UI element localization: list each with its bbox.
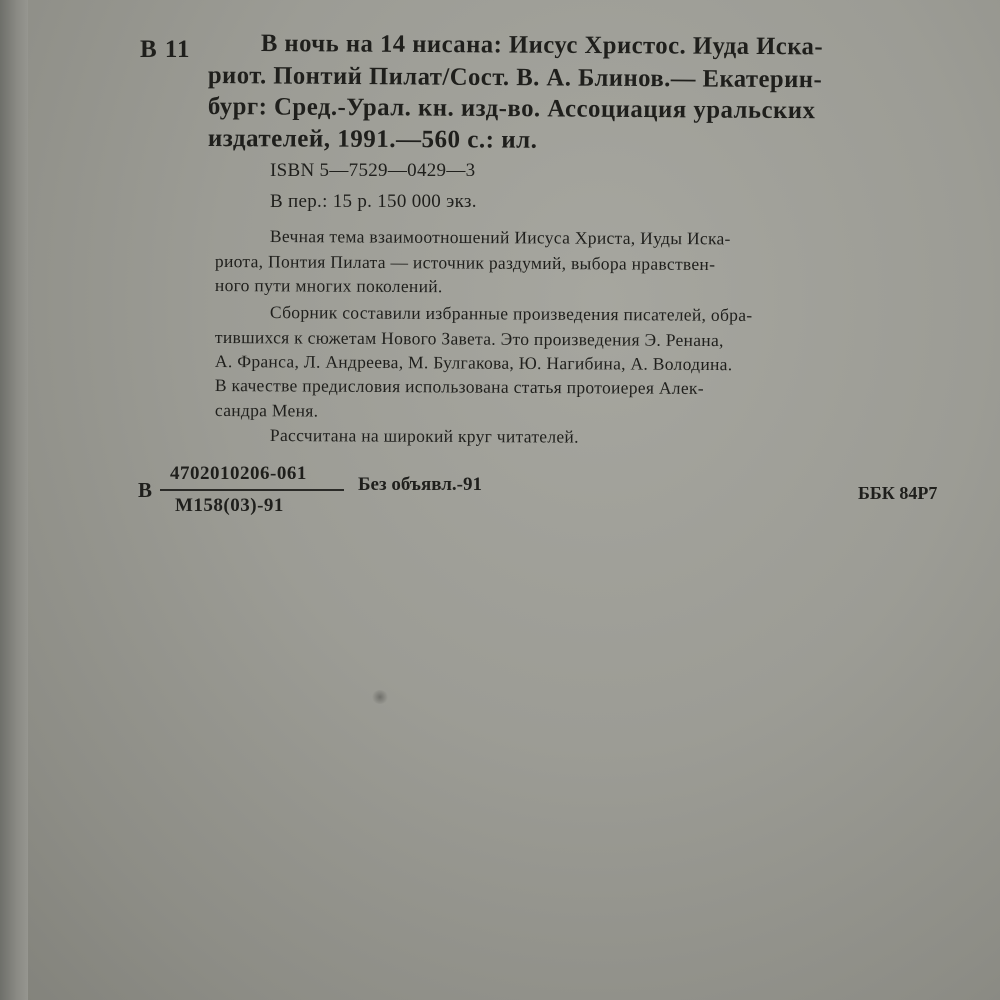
header-line-2: риот. Понтий Пилат/Сост. В. А. Блинов.— Екатерин-	[207, 62, 823, 94]
annotation-line-6: А. Франса, Л. Андреева, М. Булгакова, Ю. Нагибина, А. Володина.	[214, 351, 733, 375]
index-letter: В	[138, 478, 153, 502]
index-numerator: 4702010206-061	[170, 463, 307, 484]
header-line-1: В ночь на 14 нисана: Иисус Христос. Иуда Иска-	[260, 30, 824, 61]
annotation-line-4: Сборник составили избранные произведения писателей, обра-	[269, 302, 753, 325]
isbn: ISBN 5—7529—0429—3	[270, 160, 476, 181]
annotation-line-2: риота, Понтия Пилата — источник раздумий, выбора нравствен-	[214, 251, 716, 275]
annotation-line-8: сандра Меня.	[214, 400, 319, 421]
index-denominator: М158(03)-91	[175, 495, 284, 516]
header-line-3: бург: Сред.-Урал. кн. изд-во. Ассоциация уральских	[207, 93, 816, 125]
annotation-line-1: Вечная тема взаимоотношений Иисуса Христа, Иуды Иска-	[269, 226, 731, 249]
bbk-code: ББК 84Р7	[858, 483, 938, 503]
catalog-code: В 11	[140, 36, 191, 63]
annotation-line-3: ного пути многих поколений.	[214, 275, 443, 297]
no-ad-note: Без объявл.-91	[358, 474, 483, 495]
price-line: В пер.: 15 р. 150 000 экз.	[270, 191, 477, 212]
header-line-4: издателей, 1991.—560 с.: ил.	[207, 125, 538, 154]
index-fraction-bar	[160, 489, 344, 491]
annotation-line-5: тившихся к сюжетам Нового Завета. Это произведения Э. Ренана,	[214, 327, 724, 351]
paper-stain	[372, 690, 388, 704]
page-edge	[0, 0, 28, 1000]
annotation-line-7: В качестве предисловия использована статья протоиерея Алек-	[214, 375, 704, 398]
annotation-line-9: Рассчитана на широкий круг читателей.	[269, 425, 579, 447]
